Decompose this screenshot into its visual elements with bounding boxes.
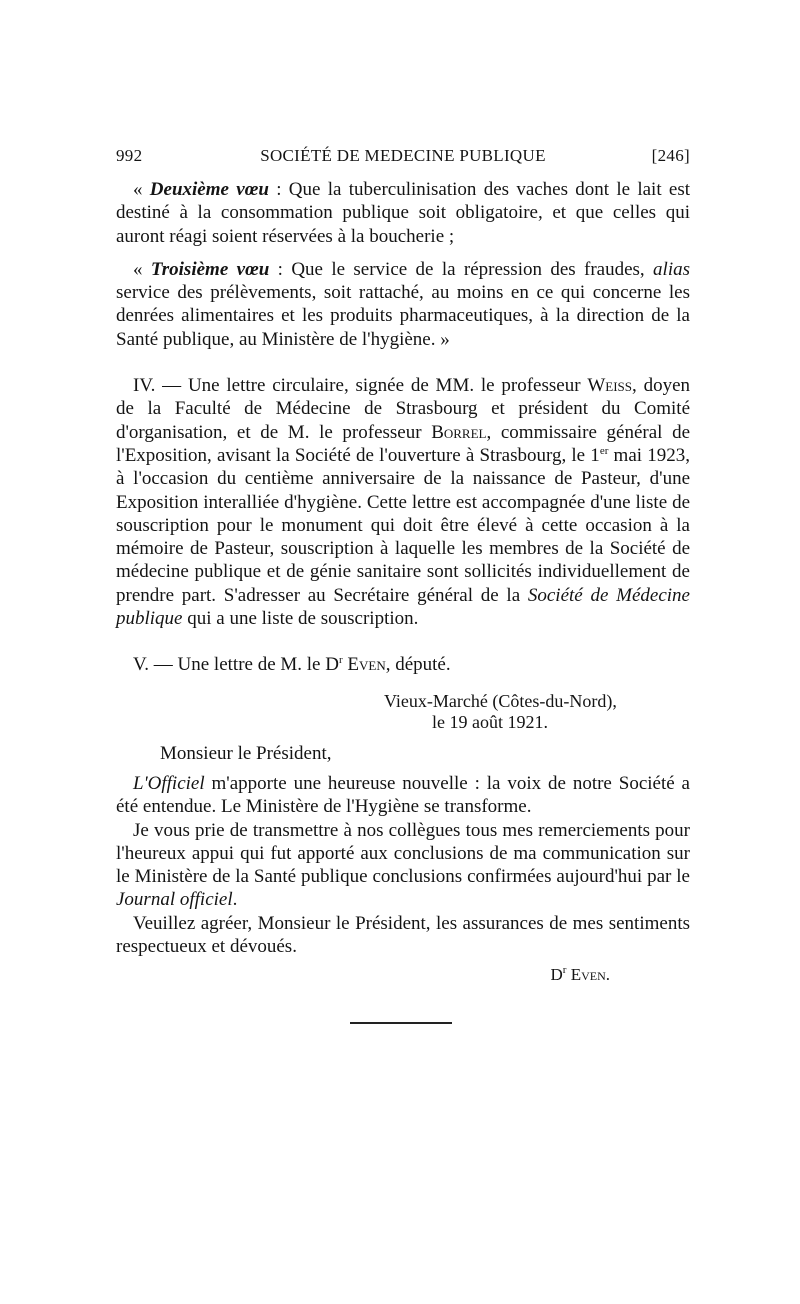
- running-title: SOCIÉTÉ DE MEDECINE PUBLIQUE: [260, 146, 546, 165]
- voeu-2-text: : Que la tuberculinisation des vaches dont le lait est destiné à la consommation publique soit obligatoire, et que celles qui auront réagi soient réservées à la boucherie ;: [116, 179, 691, 247]
- letter-paragraph-3: Veuillez agréer, Monsieur le Président, les assurances de mes sentiments respectueux et dévoués.: [116, 912, 690, 958]
- section-iv-text-1: IV. — Une lettre circulaire, signée de MM. le professeur: [133, 375, 588, 397]
- voeu-3-text-2: service des prélèvements, soit rattaché, au moins en ce qui concerne les denrées alimentaires et les produits pharmaceutiques, à la direction de la Santé publique, au Ministère de l'hygiène. »: [116, 282, 690, 350]
- section-iv-text-2: , doyen de la Faculté de Médecine de Strasbourg et président du Comité d'organisation, et de M. le professeur: [116, 375, 690, 443]
- letter-salutation: Monsieur le Président,: [160, 742, 332, 764]
- voeu-3-text-1: : Que le service de la répression des fraudes,: [269, 258, 654, 280]
- letter-paragraph-2-text: Je vous prie de transmettre à nos collègues tous mes remerciements pour l'heureux appui qui fut apporté aux conclusions de ma communication sur le Ministère de la Santé publique conclusions confirmées aujourd'hui par le: [116, 819, 690, 888]
- officiel-italic: L'Officiel: [133, 772, 205, 794]
- voeu-3-alias: alias: [653, 258, 690, 280]
- letter-paragraph-1-text: m'apporte une heureuse nouvelle : la voix de notre Société a été entendue. Le Ministère de l'Hygiène se transforme.: [116, 772, 690, 818]
- signature-name: Even.: [570, 965, 610, 985]
- letter-dateline: [116, 691, 690, 733]
- voeu-3-label: Troisième vœu: [150, 258, 270, 280]
- section-iv-text-5: qui a une liste de souscription.: [182, 608, 419, 630]
- letter-date: le 19 août 1921.: [432, 711, 548, 732]
- letter-paragraph-2: [116, 819, 690, 912]
- letter-place: Vieux-Marché (Côtes-du-Nord),: [384, 690, 617, 711]
- signature-superscript: r: [562, 964, 567, 977]
- page-body: [116, 178, 690, 987]
- ordinal-superscript: er: [599, 444, 609, 457]
- page-reference: [246]: [651, 146, 690, 165]
- section-v-paragraph: [116, 653, 690, 676]
- doctor-superscript: r: [338, 654, 343, 667]
- name-borrel: Borrel: [431, 421, 487, 443]
- journal-officiel-italic: Journal officiel: [116, 889, 233, 911]
- voeu-2-label: Deuxième vœu: [149, 179, 269, 200]
- signature-prefix: D: [550, 965, 563, 985]
- voeu-2-paragraph: « Deuxième vœu : Que la tuberculinisation des vaches dont le lait est destiné à la consommation publique soit obligatoire, et que celles qui auront réagi soient réservées à la boucherie ;: [116, 179, 691, 247]
- medecine-publique-italic: Médecine publique: [116, 584, 690, 630]
- voeu-3-paragraph: « Troisième vœu : Que le service de la répression des fraudes, alias service des prélèvements, soit rattaché, au moins en ce qui concerne les denrées alimentaires et les produits pharmaceutiques, à la direction de la Santé publique, au Ministère de l'hygiène. »: [116, 258, 690, 350]
- page-number: 992: [116, 146, 143, 165]
- section-iv-text-4: mai 1923, à l'occasion du centième anniversaire de la naissance de Pasteur, d'une Exposition interalliée d'hygiène. Cette lettre est accompagnée d'une liste de souscription pour le monument qui doit être élevé à cette occasion à la mémoire de Pasteur, souscription à laquelle les membres de la Société de médecine publique et de génie sanitaire sont sollicités individuellement de prendre part. S'adresser au Secrétaire général de la: [116, 444, 690, 606]
- name-even: Even: [347, 654, 386, 676]
- letter-paragraph-1: [116, 772, 690, 819]
- section-v-text-2: , député.: [385, 654, 451, 676]
- section-v-text-1: V. — Une lettre de M. le D: [133, 654, 339, 676]
- societe-de-italic: Société de: [527, 584, 609, 606]
- section-iv-text-3: , commissaire général de l'Exposition, avisant la Société de l'ouverture à Strasbourg, le 1: [116, 421, 690, 466]
- letter-signature: [116, 963, 690, 986]
- letter-paragraph-2-end: .: [232, 889, 238, 911]
- section-iv-paragraph: [116, 374, 690, 630]
- section-end-rule: [350, 1022, 452, 1024]
- name-weiss: Weiss: [587, 375, 633, 397]
